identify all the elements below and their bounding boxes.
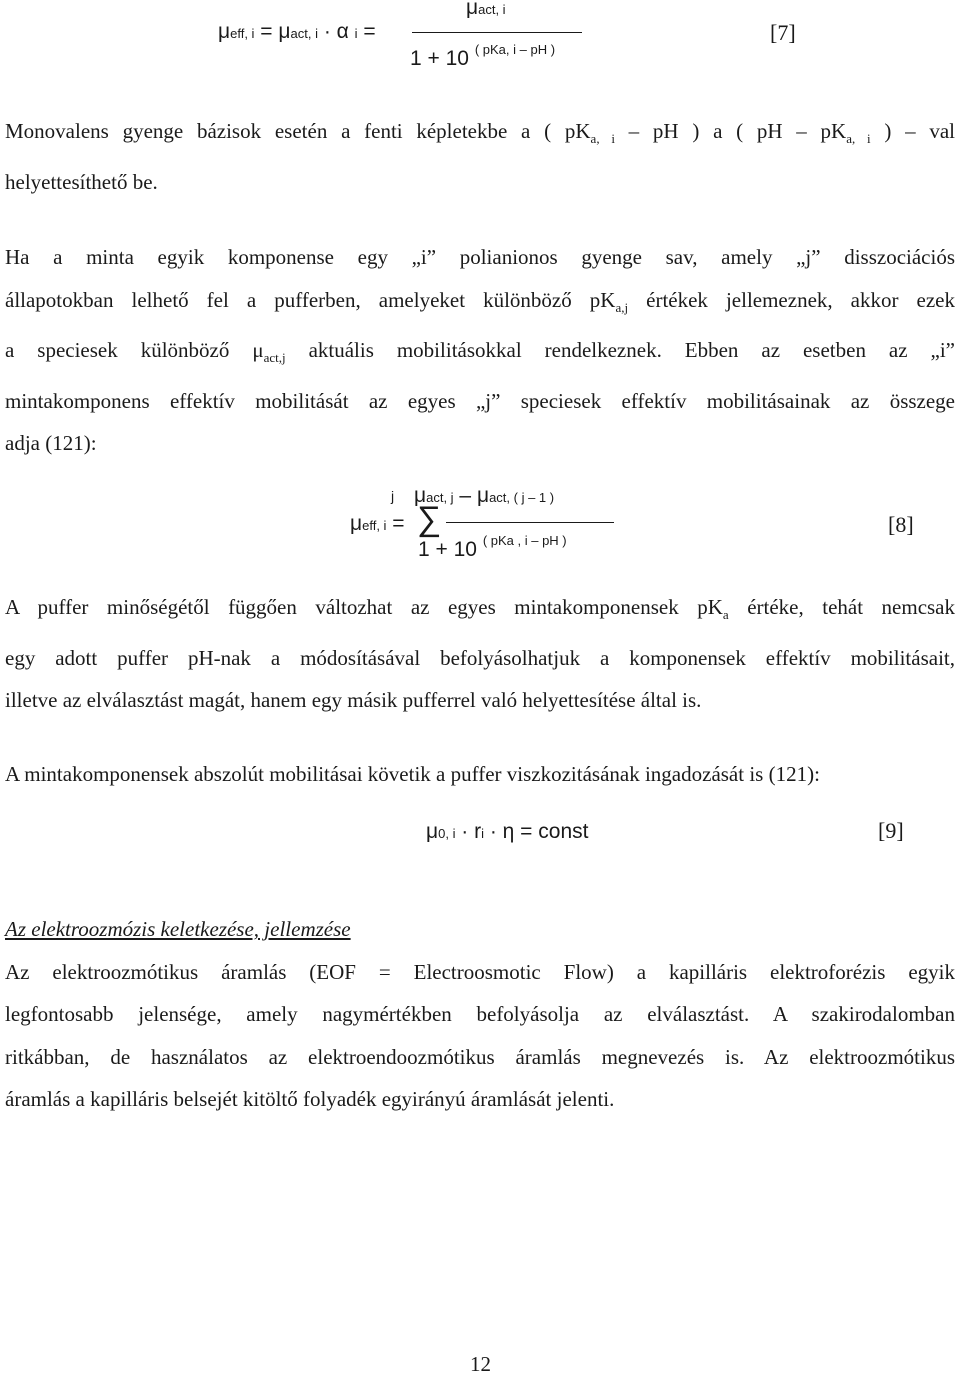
- eq7-fraction-bar: [412, 32, 582, 33]
- paragraph-puffer: [5, 586, 955, 722]
- expression-rest: · η = const: [484, 820, 589, 843]
- subscript: act, i: [290, 26, 318, 41]
- text-span: a speciesek különböző μ: [5, 338, 264, 363]
- eq8-denominator: [418, 533, 567, 562]
- subscript: act, j: [426, 490, 454, 505]
- subscript: act, ( j – 1 ): [489, 490, 555, 505]
- text-span: – pH ) a ( pH – pK: [614, 119, 847, 143]
- subscript: i: [481, 826, 484, 841]
- operator: = μ: [260, 20, 291, 43]
- r-term: · r: [455, 820, 482, 843]
- eq8-lhs: [350, 512, 405, 536]
- alpha-term: · α: [323, 20, 349, 43]
- eq7-denominator: [410, 42, 556, 71]
- subscript: eff, i: [230, 26, 255, 41]
- mu-symbol: μ: [426, 820, 439, 843]
- paragraph-monovalens: [5, 110, 955, 203]
- equation-number: [9]: [878, 818, 904, 843]
- text-line: [5, 110, 955, 161]
- text-span: állapotokban lelhető fel a pufferben, amelyeket különböző pK: [5, 287, 616, 312]
- operator: =: [392, 512, 405, 535]
- text-span: A puffer minőségétől függően változhat az egyes mintakomponensek pK: [5, 595, 723, 619]
- subscript: eff, i: [362, 518, 387, 533]
- text-span: értéke, tehát nemcsak: [728, 595, 956, 619]
- subscript: 0, i: [438, 826, 456, 841]
- eq9-expression: [426, 820, 588, 844]
- text-line: A mintakomponensek abszolút mobilitásai követik a puffer viszkozitásának ingadozását is (121):: [5, 762, 820, 786]
- section-heading: Az elektroozmózis keletkezése, jellemzése: [5, 917, 351, 941]
- mu-symbol: μ: [476, 484, 490, 507]
- equation-number: [7]: [770, 20, 796, 45]
- mu-symbol: μ: [466, 0, 479, 19]
- denominator-base: 1 + 10: [410, 47, 469, 70]
- text-line: legfontosabb jelensége, amely nagymértékben befolyásolja az elválasztást. A szakirodalomban: [5, 1002, 955, 1026]
- sum-index: j: [391, 488, 395, 504]
- operator: –: [459, 484, 472, 507]
- text-line: Az elektroozmótikus áramlás (EOF = Electroosmotic Flow) a kapilláris elektroforézis egyik: [5, 959, 955, 984]
- exponent: ( pKa , i – pH ): [482, 533, 567, 548]
- operator: =: [363, 20, 376, 43]
- text-span: értékek jellemeznek, akkor ezek: [628, 287, 955, 312]
- eq7-lhs: [218, 20, 376, 44]
- eq8-fraction-bar: [446, 522, 614, 523]
- subscript: a, i: [846, 131, 871, 147]
- text-span: ) – val: [870, 119, 955, 143]
- mu-symbol: μ: [350, 512, 363, 535]
- subscript: act,j: [263, 350, 286, 366]
- exponent: ( pKa, i – pH ): [474, 42, 556, 57]
- text-line: ritkábban, de használatos az elektroendoozmótikus áramlás megnevezés is. Az elektroozmótikus: [5, 1044, 955, 1069]
- text-line: helyettesíthető be.: [5, 169, 158, 194]
- sigma-symbol: ∑: [417, 500, 442, 538]
- text-line: adja (121):: [5, 431, 97, 456]
- denominator-base: 1 + 10: [418, 538, 477, 561]
- subscript: a,j: [615, 299, 629, 315]
- subscript: i: [354, 26, 358, 41]
- subscript: act, i: [478, 2, 506, 17]
- text-line: [5, 329, 955, 380]
- text-line: Ha a minta egyik komponense egy „i” polianionos gyenge sav, amely „j” disszociációs: [5, 245, 955, 269]
- subscript: a, i: [590, 131, 615, 147]
- text-line: áramlás a kapilláris belsejét kitöltő folyadék egyirányú áramlását jelenti.: [5, 1087, 615, 1111]
- text-line: egy adott puffer pH-nak a módosításával befolyásolhatjuk a komponensek effektív mobilitásait,: [5, 645, 955, 670]
- page-number: 12: [470, 1352, 491, 1376]
- mu-symbol: μ: [218, 20, 231, 43]
- text-span: aktuális mobilitásokkal rendelkeznek. Ebben az esetben az „i”: [285, 338, 955, 363]
- subscript: a: [722, 607, 729, 623]
- text-line: [5, 586, 955, 637]
- paragraph-abszolut: [5, 753, 955, 796]
- equation-number: [8]: [888, 512, 914, 537]
- paragraph-polianionos: [5, 236, 955, 465]
- text-line: mintakomponens effektív mobilitását az egyes „j” speciesek effektív mobilitásainak az összege: [5, 388, 955, 413]
- eq7-numerator: [466, 0, 506, 20]
- text-span: Monovalens gyenge bázisok esetén a fenti képletekbe a ( pK: [5, 119, 591, 143]
- section-elektroozmozis: [5, 908, 955, 1121]
- text-line: [5, 279, 955, 330]
- mu-symbol: μ: [414, 484, 427, 507]
- text-line: illetve az elválasztást magát, hanem egy másik pufferrel való helyettesítése által is.: [5, 688, 702, 713]
